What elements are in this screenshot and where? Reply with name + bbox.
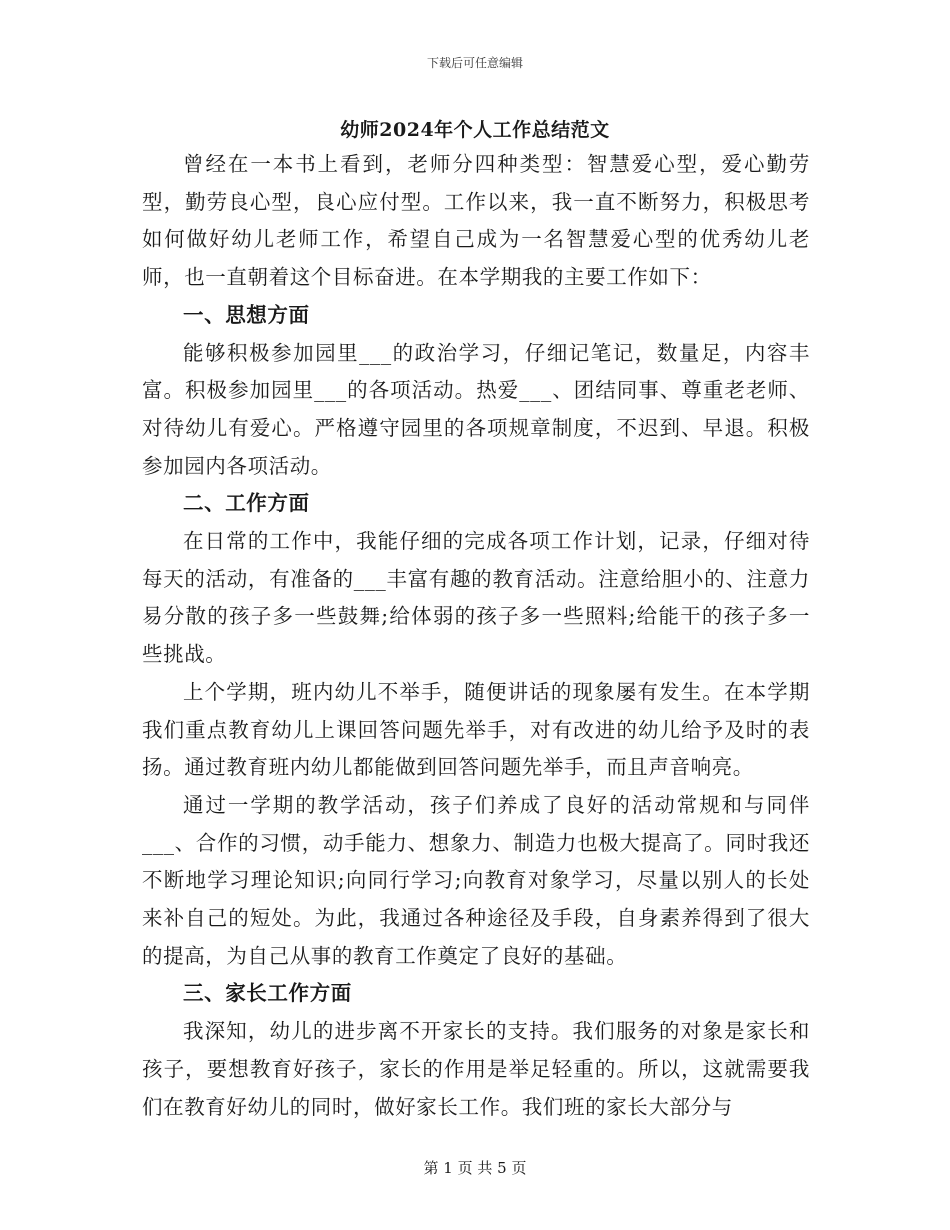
paragraph: 我深知，幼儿的进步离不开家长的支持。我们服务的对象是家长和孩子，要想教育好孩子，家长的作用是举足轻重的。所以，这就需要我们在教育好幼儿的同时，做好家长工作。我们班的家长大部分与	[142, 1019, 810, 1119]
section-heading-parents: 三、家长工作方面	[183, 981, 352, 1006]
paragraph: 能够积极参加园里___的政治学习，仔细记笔记，数量足，内容丰富。积极参加园里___的各项活动。热爱___、团结同事、尊重老老师、对待幼儿有爱心。严格遵守园里的各项规章制度，不迟到、早退。积极参加园内各项活动。	[142, 340, 810, 478]
page-number: 第 1 页 共 5 页	[423, 1159, 527, 1177]
intro-paragraph: 曾经在一本书上看到，老师分四种类型：智慧爱心型，爱心勤劳型，勤劳良心型，良心应付型。工作以来，我一直不断努力，积极思考如何做好幼儿老师工作，希望自己成为一名智慧爱心型的优秀幼儿老师，也一直朝着这个目标奋进。在本学期我的主要工作如下：	[142, 152, 810, 290]
document-title: 幼师2024年个人工作总结范文	[340, 119, 610, 141]
paragraph: 在日常的工作中，我能仔细的完成各项工作计划，记录，仔细对待每天的活动，有准备的___丰富有趣的教育活动。注意给胆小的、注意力易分散的孩子多一些鼓舞;给体弱的孩子多一些照料;给能干的孩子多一些挑战。	[142, 529, 810, 667]
paragraph: 通过一学期的教学活动，孩子们养成了良好的活动常规和与同伴___、合作的习惯，动手能力、想象力、制造力也极大提高了。同时我还不断地学习理论知识;向同行学习;向教育对象学习，尽量以别人的长处来补自己的短处。为此，我通过各种途径及手段，自身素养得到了很大的提高，为自己从事的教育工作奠定了良好的基础。	[142, 792, 810, 968]
section-heading-work: 二、工作方面	[183, 491, 310, 516]
section-heading-thought: 一、思想方面	[183, 302, 310, 327]
document-body	[142, 146, 810, 1126]
paragraph: 上个学期，班内幼儿不举手，随便讲话的现象屡有发生。在本学期我们重点教育幼儿上课回答问题先举手，对有改进的幼儿给予及时的表扬。通过教育班内幼儿都能做到回答问题先举手，而且声音响亮。	[142, 679, 810, 780]
header-note: 下载后可任意编辑	[426, 56, 523, 70]
